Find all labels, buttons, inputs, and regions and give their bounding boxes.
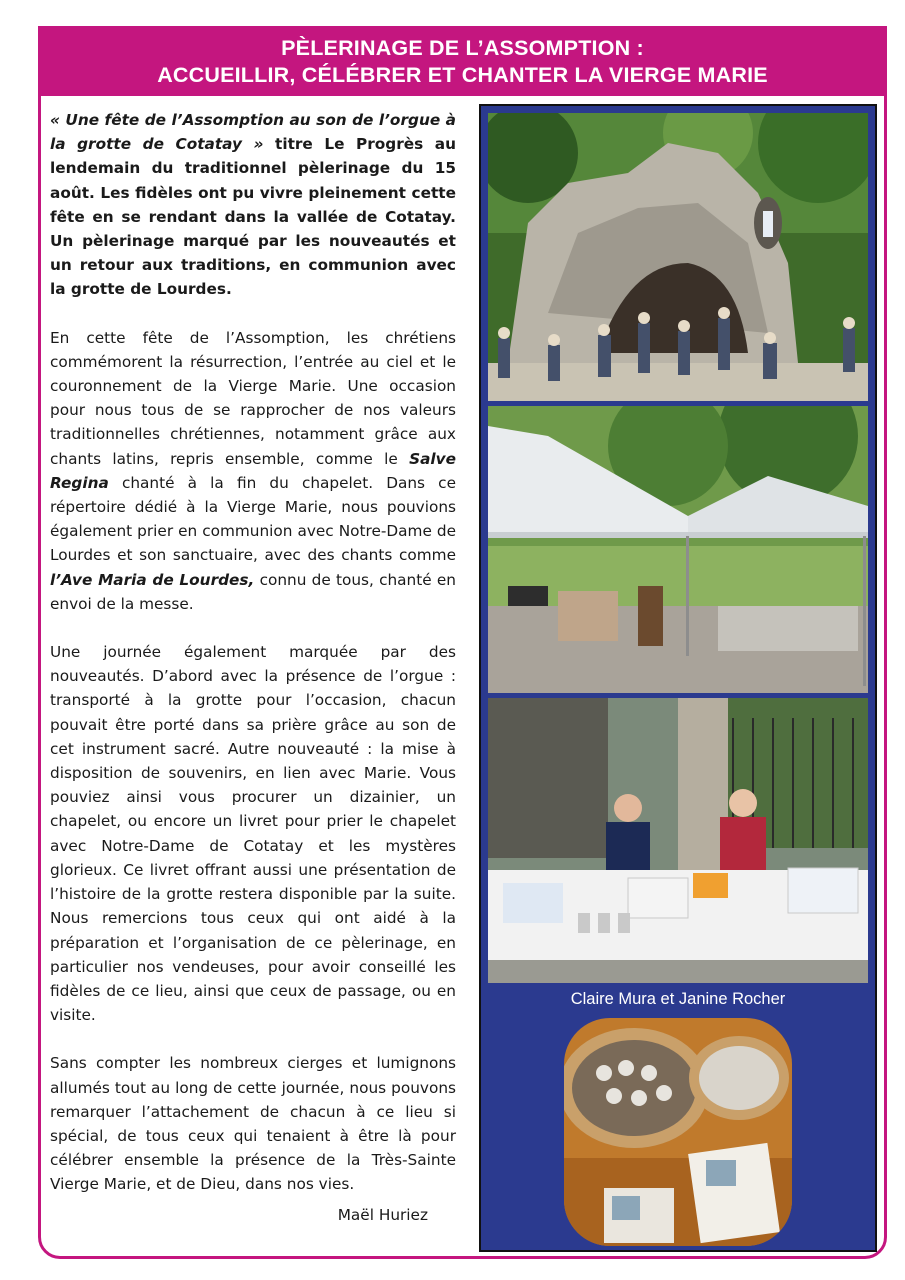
p2-text-b: chanté à la fin du chapelet. Dans ce répertoire dédié à la Vierge Marie, nous pouvions également prier en communion avec Notre-Dame de Lourdes et son sanctuaire, avec des chants comme bbox=[50, 473, 456, 565]
intro-text: titre Le Progrès au lendemain du traditionnel pèlerinage du 15 août. Les fidèles ont pu vivre pleinement cette fête en se rendant dans la vallée de Cotatay. Un pèlerinage marqué par les nouveautés et un retour aux traditions, en communion avec la grotte de Lourdes. bbox=[50, 135, 456, 299]
photo-stand bbox=[488, 698, 868, 983]
photo-panel bbox=[479, 104, 877, 1252]
photo-caption: Claire Mura et Janine Rocher bbox=[570, 990, 786, 1008]
paragraph-3: Une journée également marquée par des nouveautés. D’abord avec la présence de l’orgue : transporté à la grotte pour l’occasion, chacun pouvait être porté dans sa prière grâce au son de cet instrument sacré. Autre nouveauté : la mise à disposition de souvenirs, en lien avec Marie. Vous pouviez ainsi vous procurer un dizainier, un chapelet, ou encore un livret pour prier le chapelet avec Notre-Dame de Cotatay et les mystères glorieux. Ce livret offrant aussi une présentation de l’histoire de la grotte restera disponible par la suite. Nous remercions tous ceux qui ont aidé à la préparation et l’organisation de ce pèlerinage, en particulier nos vendeuses, pour avoir conseillé les fidèles de ce lieu, ainsi que ceux de passage, ou en visite. bbox=[50, 643, 456, 1025]
title-line-1: PÈLERINAGE DE L’ASSOMPTION : bbox=[281, 36, 644, 60]
p2-text-c: connu de tous, chanté en envoi de la messe. bbox=[50, 570, 456, 613]
photo-rosaries bbox=[564, 1018, 792, 1246]
p2-text-a: En cette fête de l’Assomption, les chrétiens commémorent la résurrection, l’entrée au ciel et le couronnement de la Vierge Marie. Une occasion pour nous tous de se rapprocher de nos valeurs traditionnelles chrétiennes, notamment grâce aux chants latins, repris ensemble, comme le bbox=[50, 328, 456, 468]
paragraph-2 bbox=[50, 326, 456, 616]
intro-quote: « Une fête de l’Assomption au son de l’orgue à la grotte de Cotatay » bbox=[50, 111, 456, 154]
page-title bbox=[38, 26, 887, 96]
intro-paragraph bbox=[50, 108, 456, 302]
title-line-2: ACCUEILLIR, CÉLÉBRER ET CHANTER LA VIERGE MARIE bbox=[157, 63, 768, 87]
signature: Maël Huriez bbox=[337, 1205, 428, 1224]
paragraph-4: Sans compter les nombreux cierges et lumignons allumés tout au long de cette journée, nous pouvons remarquer l’attachement de chacun à ce lieu si spécial, de tous ceux qui tenaient à être là pour célébrer ensemble la présence de la Très-Sainte Vierge Marie, et de Dieu, dans nos vies. bbox=[50, 1054, 456, 1194]
salve-regina: Salve Regina bbox=[50, 449, 456, 492]
photo-tents bbox=[488, 406, 868, 693]
photo-grotto bbox=[488, 113, 868, 401]
article-body bbox=[50, 108, 456, 1227]
ave-maria: l’Ave Maria de Lourdes, bbox=[50, 570, 255, 589]
